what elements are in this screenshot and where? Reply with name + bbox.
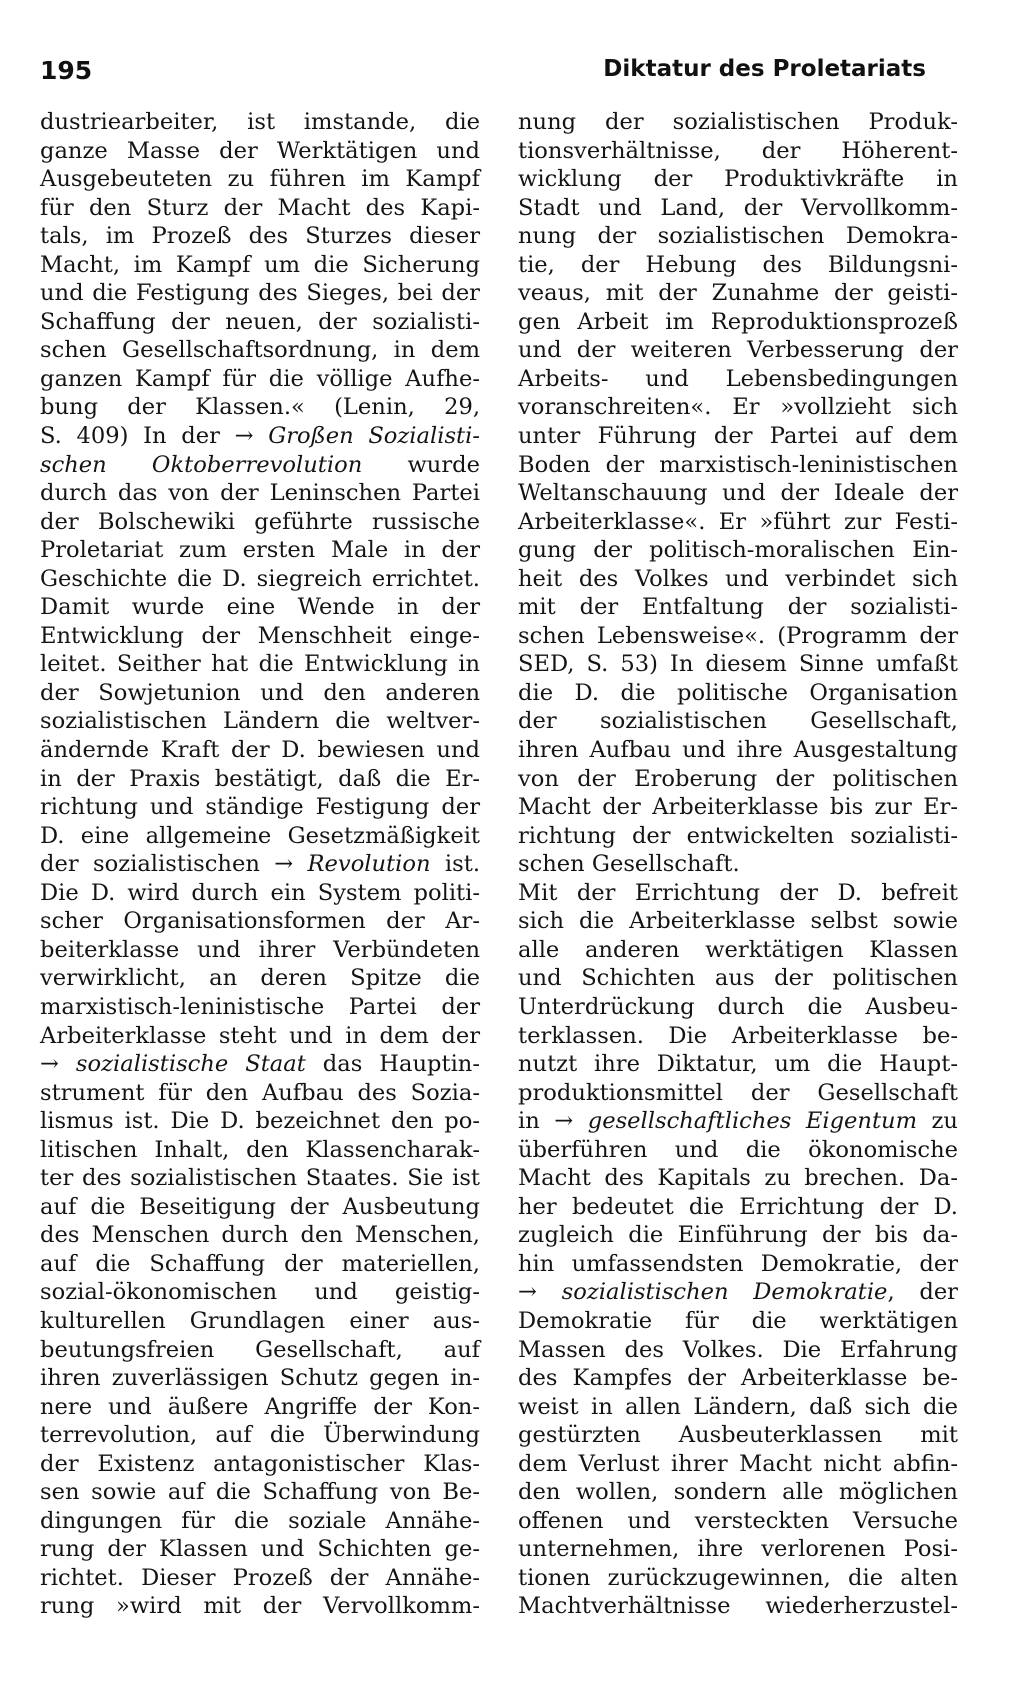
text-line: ganzen Kampf für die völlige Aufhe- (40, 365, 480, 392)
text-line: Die D. wird durch ein System politi- (40, 879, 480, 906)
text-line: Stadt und Land, der Vervollkomm- (518, 194, 958, 221)
text-line: hin umfassendsten Demokratie, der (518, 1250, 958, 1277)
page-header (40, 56, 926, 100)
text-line: die D. die politische Organisation (518, 679, 958, 706)
text-line: wicklung der Produktivkräfte in (518, 166, 958, 193)
text-line: S. 409) In der → Großen Sozialisti- (40, 423, 480, 450)
text-line: Machtverhältnisse wiederherzustel- (518, 1593, 958, 1620)
text-line: auf die Schaffung der materiellen, (40, 1250, 480, 1277)
text-line: Proletariat zum ersten Male in der (40, 537, 480, 564)
text-line: durch das von der Leninschen Partei (40, 480, 480, 507)
text-line: Demokratie für die werktätigen (518, 1307, 958, 1334)
text-line: Massen des Volkes. Die Erfahrung (518, 1336, 958, 1363)
text-line: nung der sozialistischen Produk- (518, 109, 958, 135)
text-line: in → gesellschaftliches Eigentum zu (518, 1108, 958, 1135)
text-line: voranschreiten«. Er »vollzieht sich (518, 394, 958, 421)
text-line: D. eine allgemeine Gesetzmäßigkeit (40, 822, 480, 849)
text-line: → sozialistische Staat das Hauptin- (40, 1051, 480, 1078)
text-line: schen Gesellschaftsordnung, in dem (40, 337, 480, 364)
running-head: Diktatur des Proletariats (603, 56, 926, 82)
text-line: bung der Klassen.« (Lenin, 29, (40, 394, 480, 421)
text-line: heit des Volkes und verbindet sich (518, 565, 958, 592)
text-line: Arbeits- und Lebensbedingungen (518, 365, 958, 392)
text-line: dustriearbeiter, ist imstande, die (40, 109, 480, 135)
text-line: litischen Inhalt, den Klassencharak- (40, 1136, 480, 1163)
text-line: sozial-ökonomischen und geistig- (40, 1279, 480, 1306)
text-line: schen Oktoberrevolution wurde (40, 451, 480, 478)
text-line: sozialistischen Ländern die weltver- (40, 708, 480, 735)
right-text-column (518, 108, 958, 1621)
text-line: ihren zuverlässigen Schutz gegen in- (40, 1365, 480, 1392)
text-line: terrevolution, auf die Überwindung (40, 1422, 480, 1449)
left-text-column (40, 108, 480, 1621)
text-line: nung der sozialistischen Demokra- (518, 223, 958, 250)
text-line: des Menschen durch den Menschen, (40, 1222, 480, 1249)
text-line: Arbeiterklasse«. Er »führt zur Festi- (518, 508, 958, 535)
text-line: Ausgebeuteten zu führen im Kampf (40, 166, 480, 193)
text-line: auf die Beseitigung der Ausbeutung (40, 1193, 480, 1220)
text-line: Schaffung der neuen, der sozialisti- (40, 308, 480, 335)
text-line: lismus ist. Die D. bezeichnet den po- (40, 1108, 480, 1135)
text-line: der Bolschewiki geführte russische (40, 508, 480, 535)
text-line: rung der Klassen und Schichten ge- (40, 1536, 480, 1563)
text-line: tie, der Hebung des Bildungsni- (518, 251, 958, 278)
text-line: schen Lebensweise«. (Programm der (518, 622, 958, 649)
text-line: mit der Entfaltung der sozialisti- (518, 594, 958, 621)
text-line: und die Festigung des Sieges, bei der (40, 280, 480, 307)
text-line: sen sowie auf die Schaffung von Be- (40, 1479, 480, 1506)
text-line: produktionsmittel der Gesellschaft (518, 1079, 958, 1106)
text-line: Macht des Kapitals zu brechen. Da- (518, 1165, 958, 1192)
text-line: Damit wurde eine Wende in der (40, 594, 480, 621)
text-line: gestürzten Ausbeuterklassen mit (518, 1422, 958, 1449)
text-line: leitet. Seither hat die Entwicklung in (40, 651, 480, 678)
text-line: offenen und versteckten Versuche (518, 1507, 958, 1534)
text-line: zugleich die Einführung der bis da- (518, 1222, 958, 1249)
text-line: der sozialistischen Gesellschaft, (518, 708, 958, 735)
text-line: scher Organisationsformen der Ar- (40, 908, 480, 935)
text-line: → sozialistischen Demokratie, der (518, 1279, 958, 1306)
text-line: veaus, mit der Zunahme der geisti- (518, 280, 958, 307)
text-line: gung der politisch-moralischen Ein- (518, 537, 958, 564)
text-line: nere und äußere Angriffe der Kon- (40, 1393, 480, 1420)
text-line: alle anderen werktätigen Klassen (518, 936, 958, 963)
text-line: den wollen, sondern alle möglichen (518, 1479, 958, 1506)
text-line: des Kampfes der Arbeiterklasse be- (518, 1365, 958, 1392)
text-line: tionen zurückzugewinnen, die alten (518, 1564, 958, 1591)
text-line: in der Praxis bestätigt, daß die Er- (40, 765, 480, 792)
text-line: verwirklicht, an deren Spitze die (40, 965, 480, 992)
text-line: Macht der Arbeiterklasse bis zur Er- (518, 794, 958, 821)
text-line: richtet. Dieser Prozeß der Annähe- (40, 1564, 480, 1591)
text-line: unternehmen, ihre verlorenen Posi- (518, 1536, 958, 1563)
text-line: und der weiteren Verbesserung der (518, 337, 958, 364)
text-line: ganze Masse der Werktätigen und (40, 137, 480, 164)
text-line: tals, im Prozeß des Sturzes dieser (40, 223, 480, 250)
text-line: dem Verlust ihrer Macht nicht abfin- (518, 1450, 958, 1477)
text-line: Mit der Errichtung der D. befreit (518, 879, 958, 906)
page-number: 195 (40, 56, 93, 85)
text-line: Arbeiterklasse steht und in dem der (40, 1022, 480, 1049)
text-line: kulturellen Grundlagen einer aus- (40, 1307, 480, 1334)
text-line: tionsverhältnisse, der Höherent- (518, 137, 958, 164)
text-line: und Schichten aus der politischen (518, 965, 958, 992)
text-line: Entwicklung der Menschheit einge- (40, 622, 480, 649)
text-line: der sozialistischen → Revolution ist. (40, 851, 480, 878)
text-line: beiterklasse und ihrer Verbündeten (40, 936, 480, 963)
text-line: Weltanschauung und der Ideale der (518, 480, 958, 507)
text-line: richtung und ständige Festigung der (40, 794, 480, 821)
text-line: für den Sturz der Macht des Kapi- (40, 194, 480, 221)
text-line: Geschichte die D. siegreich errichtet. (40, 565, 480, 592)
text-line: marxistisch-leninistische Partei der (40, 993, 480, 1020)
text-line: her bedeutet die Errichtung der D. (518, 1193, 958, 1220)
text-line: überführen und die ökonomische (518, 1136, 958, 1163)
text-line: Boden der marxistisch-leninistischen (518, 451, 958, 478)
text-line: ihren Aufbau und ihre Ausgestaltung (518, 737, 958, 764)
text-line: ter des sozialistischen Staates. Sie ist (40, 1165, 480, 1192)
text-line: gen Arbeit im Reproduktionsprozeß (518, 308, 958, 335)
text-line: Macht, im Kampf um die Sicherung (40, 251, 480, 278)
text-line: Unterdrückung durch die Ausbeu- (518, 993, 958, 1020)
text-line: von der Eroberung der politischen (518, 765, 958, 792)
text-line: dingungen für die soziale Annähe- (40, 1507, 480, 1534)
text-line: sich die Arbeiterklasse selbst sowie (518, 908, 958, 935)
text-line: nutzt ihre Diktatur, um die Haupt- (518, 1051, 958, 1078)
text-line: terklassen. Die Arbeiterklasse be- (518, 1022, 958, 1049)
text-line: schen Gesellschaft. (518, 851, 740, 878)
text-line: rung »wird mit der Vervollkomm- (40, 1593, 480, 1620)
text-line: SED, S. 53) In diesem Sinne umfaßt (518, 651, 958, 678)
text-line: beutungsfreien Gesellschaft, auf (40, 1336, 480, 1363)
text-line: der Existenz antagonistischer Klas- (40, 1450, 480, 1477)
text-line: ändernde Kraft der D. bewiesen und (40, 737, 480, 764)
text-line: weist in allen Ländern, daß sich die (518, 1393, 958, 1420)
text-line: unter Führung der Partei auf dem (518, 423, 958, 450)
text-line: strument für den Aufbau des Sozia- (40, 1079, 480, 1106)
text-line: der Sowjetunion und den anderen (40, 679, 480, 706)
text-line: richtung der entwickelten sozialisti- (518, 822, 958, 849)
